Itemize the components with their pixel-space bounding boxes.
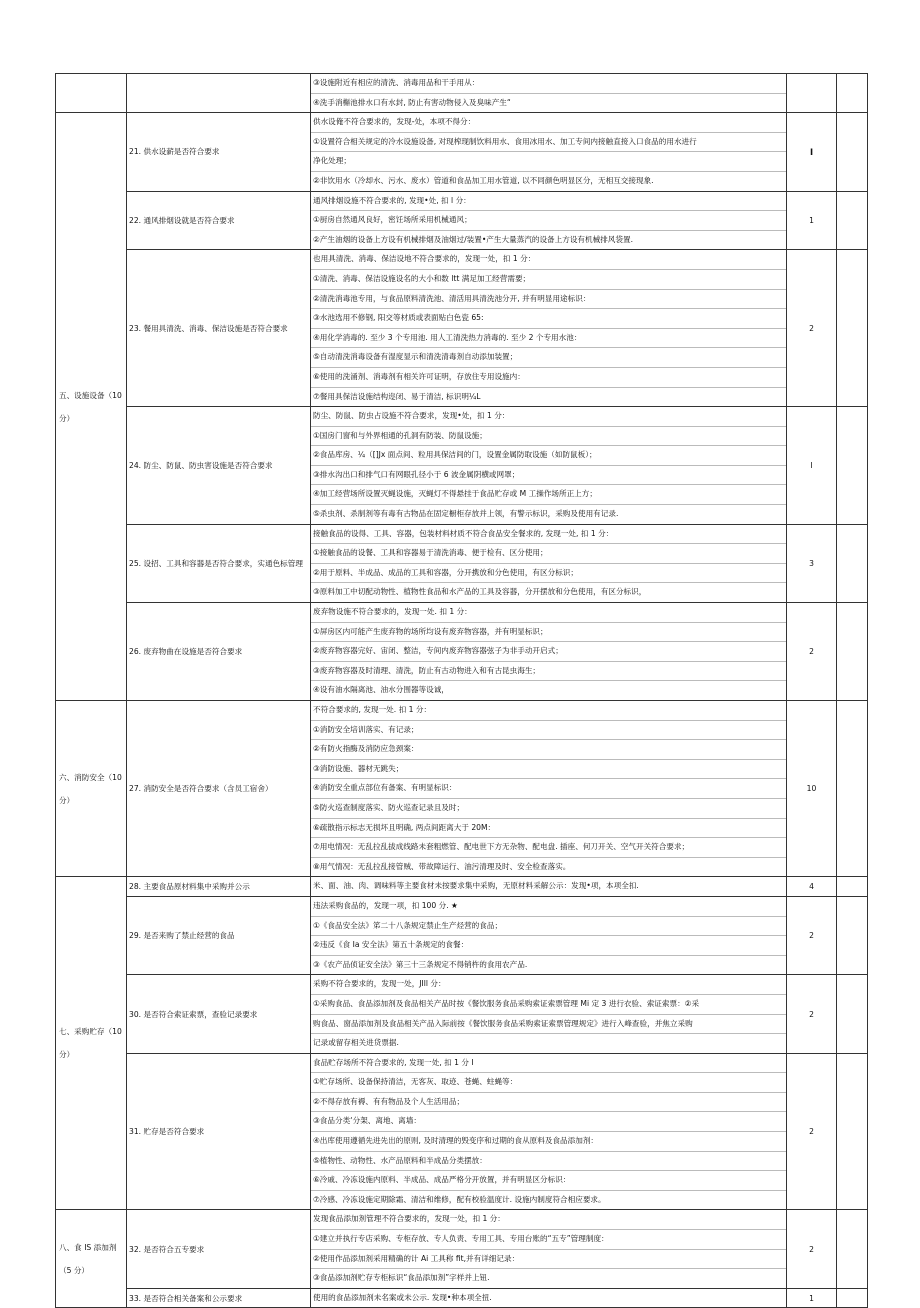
item-cell: 27. 消防安全是否符合要求（含员工宿舍） (127, 701, 311, 877)
criteria-line: 购食品、窗品添加剂及食品相关产品入际前按《餐饮服务食品采购索证索票管理规定》进行入峰查验，并焦立采购 (311, 1015, 786, 1035)
criteria-line: 废弃物设施不符合要求的，发现一处. 扣 1 分： (311, 603, 786, 623)
criteria-line: ③消防设施、器材无跳失； (311, 760, 786, 780)
item-cell: 28. 主要食品原材料集中采购并公示 (127, 877, 311, 897)
criteria-cell (311, 191, 787, 250)
table-row (56, 524, 868, 602)
score-cell: 3 (787, 524, 837, 602)
item-cell: 30. 是否符合索证索票，查验记录要求 (127, 975, 311, 1053)
criteria-line: ⑤防火巡查制度落实、防火巡查记录且及时； (311, 799, 786, 819)
criteria-line: ④加工经营场所设置灭蝇设施，灭蝇灯不得悬挂于食品贮存或 M 工操作场所正上方； (311, 485, 786, 505)
criteria-line: 净化处理； (311, 152, 786, 172)
category-cell: 六、消防安全（10 分） (56, 701, 127, 877)
item-cell: 23. 餐用具清洗、消毒、保洁设施是否符合要求 (127, 250, 311, 407)
criteria-line: ⑦冷感、冷冻设施定期除霜、清洁和维修，配有校验温度计. 设施内制度符合相应要求。 (313, 1194, 606, 1204)
criteria-line: ③废弃物容器及时清理、清洗，防止有古动物进入和有古昆虫海生； (311, 662, 786, 682)
criteria-line: 也用具清洗、消毒、保洁设地不符合要求的，发现一处，扣 1 分： (311, 250, 786, 270)
item-cell (127, 74, 311, 113)
category-cell (56, 74, 127, 113)
score-cell: 2 (787, 1210, 837, 1288)
remark-cell (837, 1210, 868, 1288)
category-cell: 七、采购贮存（10 分） (56, 877, 127, 1210)
table-row (56, 603, 868, 701)
criteria-line: ②废弃物容器完好、宙闭、整洁，专间内废弃物容器弦子为非手动开启式； (311, 642, 786, 662)
criteria-line: ④用化学消毒的. 至少 3 个专用池. 用人工清洗热力消毒的. 至少 2 个专用水池： (311, 329, 786, 349)
criteria-line: ①接触食品的设餐、工具和容器易于清洗消毒、便于检有、区分使用； (311, 544, 786, 564)
item-cell: 26. 废弃物曲在设施是否符合要求 (127, 603, 311, 701)
remark-cell (837, 1288, 868, 1308)
criteria-line: ④洗手消槲池排水口有水封, 防止有害动物侵入及臭味产生“ (313, 97, 511, 107)
remark-cell (837, 407, 868, 525)
criteria-line: ③《农产品侦证安全法》第三十三条规定不得销杵的食用农产品. (313, 959, 528, 969)
criteria-line: ①设置符合相关规定的冷水设施设备, 对现榨现制饮料用水、食用冰用水、加工专间内接触直接入口食品的用水进行 (311, 133, 786, 153)
remark-cell (837, 975, 868, 1053)
table-row (56, 1288, 868, 1308)
remark-cell (837, 113, 868, 191)
remark-cell (837, 250, 868, 407)
table-row (56, 191, 868, 250)
item-cell: 24. 防尘、防鼠、防虫害设施是否符合要求 (127, 407, 311, 525)
score-cell: 2 (787, 250, 837, 407)
criteria-line: ⑥冷戚、冷冻设施内原料、半成品、成品严格分开放置，并有明显区分标识： (311, 1171, 786, 1191)
criteria-line: 发现食品添加剂管理不符合要求的，发现一处，扣 1 分： (311, 1210, 786, 1230)
criteria-line: ⑤植物性、动物性、水产品原料和半成品分类摆放： (311, 1152, 786, 1172)
score-cell: 10 (787, 701, 837, 877)
criteria-cell (311, 524, 787, 602)
criteria-cell (311, 1053, 787, 1210)
criteria-cell (311, 603, 787, 701)
criteria-line: 采购不符合要求的，发现一处，JIll 分： (311, 975, 786, 995)
remark-cell (837, 524, 868, 602)
remark-cell (837, 603, 868, 701)
criteria-line: ②用于原料、半成品、成品的工具和容器，分开携放和分色使用，有区分标识； (311, 564, 786, 584)
score-cell: 4 (787, 877, 837, 897)
table-row (56, 1053, 868, 1210)
criteria-line: ①厨房自然通风良好，密饪场所采用机械通风； (311, 211, 786, 231)
criteria-line: ①采购食品、食品添加剂及食品相关产品时按《餐饮服务食品采购索证索票管理 Mi 定 3 进行衣验、索证索票：②采 (311, 995, 786, 1015)
criteria-line: ⑥使用的洗涌剂、消毒剂有相关许可证明，存放住专用设施内： (311, 368, 786, 388)
remark-cell (837, 701, 868, 877)
table-row (56, 74, 868, 113)
score-cell: 2 (787, 603, 837, 701)
criteria-line: ③水池选用不修钢, 阳交等材质或表面贴白色瓷 65: (311, 309, 786, 329)
criteria-line: 违法采购食品的，发现一项，扣 100 分. ★ (311, 897, 786, 917)
table-row (56, 975, 868, 1053)
criteria-cell (311, 975, 787, 1053)
remark-cell (837, 74, 868, 113)
criteria-cell (311, 74, 787, 113)
criteria-line: ⑤杀虫剂、杀制剂等有毒有古物品在固定橱柜存放并上领，有警示标识，采购及使用有记录. (313, 509, 619, 519)
criteria-line: ⑤自动清洗消毒设备有湿度显示和清洗清毒剂自动添加装置； (311, 348, 786, 368)
criteria-line: 米、面、油、肉、调味料等主要食材未按要求集中采购，无原材料采解公示：发现•项，本项全扣. (313, 881, 639, 891)
score-cell: 2 (787, 1053, 837, 1210)
remark-cell (837, 191, 868, 250)
criteria-line: ④设有油水隔离池、油水分围器等设诚， (313, 685, 449, 695)
criteria-cell (311, 1288, 787, 1308)
score-cell: 1 (787, 1288, 837, 1308)
criteria-line: ③食品分类‘分架、离地、离墙： (311, 1112, 786, 1132)
category-cell: 八、食 IS 添加剂（5 分） (56, 1210, 127, 1308)
criteria-line: ②食品库房、¼（[]Jx 面点间、粒用具保洁间的门，设置金属防取设施（如防鼠板）； (311, 446, 786, 466)
score-cell: 1 (787, 191, 837, 250)
item-cell: 21. 供水设薪是否符合要求 (127, 113, 311, 191)
category-cell: 五、设施设备（10 分） (56, 113, 127, 701)
criteria-line: ④出库使用遵循先进先出的原则, 及时清理的毁变序和过期的食从原料及食品添加剂： (311, 1132, 786, 1152)
table-row (56, 407, 868, 525)
criteria-line: ③排水沟出口和排气口有网眼孔径小于 6 波金属阴横或网罩； (311, 466, 786, 486)
criteria-line: ①国房门窗和与外界相通的孔洞有防装、防鼠设施； (311, 427, 786, 447)
item-cell: 31. 贮存是否符合要求 (127, 1053, 311, 1210)
criteria-line: ⑧用气情况：无乱拉乱接管贼、带故障运行、油污清理及时、安全检查落实。 (313, 861, 571, 871)
criteria-cell (311, 250, 787, 407)
item-cell: 33. 是否符合相关备案和公示要求 (127, 1288, 311, 1308)
criteria-line: ①清洗、消毒、保洁设施设名的大小和数 ltt 满足加工经营需要； (311, 270, 786, 290)
score-cell (787, 74, 837, 113)
table-row (56, 896, 868, 974)
item-cell: 22. 通风排烟设就是否符合要求 (127, 191, 311, 250)
criteria-line: ⑥疏散指示标志无损坏且明确, 两点间距离大于 20M： (311, 819, 786, 839)
remark-cell (837, 877, 868, 897)
item-cell: 25. 设招、工具和容器是否符合要求，实通色标管理 (127, 524, 311, 602)
remark-cell (837, 896, 868, 974)
criteria-line: ③原料加工中切配动物性、植物性食品和水产品的工具及容器，分开摆放和分色使用，有区分标识， (313, 587, 647, 597)
criteria-line: 不符合要求的, 发现一处. 扣 1 分： (311, 701, 786, 721)
criteria-cell (311, 896, 787, 974)
score-cell: I (787, 113, 837, 191)
criteria-line: ②有防火指酶及消防应急颈案： (311, 740, 786, 760)
score-cell: 2 (787, 975, 837, 1053)
inspection-table (55, 73, 868, 1308)
criteria-line: ①消防安全培训落实、有记录； (311, 721, 786, 741)
criteria-line: ②使用作品添加剂采用精确的计 Ai 工具称 fit,并有详细记录： (311, 1250, 786, 1270)
criteria-line: ②清洗消毒池专用，与食品原料清洗池、清活用具清洗池分开, 并有明显用途标识： (311, 290, 786, 310)
criteria-cell (311, 1210, 787, 1288)
table-row (56, 1210, 868, 1288)
criteria-line: ③食品添加剂贮存专柜标识“食品添加剂”字样并上钮. (313, 1273, 490, 1283)
table-row (56, 113, 868, 191)
item-cell: 29. 是否来购了禁止经营的食品 (127, 896, 311, 974)
criteria-line: ①屏房区内可能产生废弃物的场所均设有废弃物容器，并有明显标识； (311, 623, 786, 643)
criteria-line: ②非饮用水（冷却水、污水、废水）管道和食品加工用水管道, 以不同颜色明显区分，无相互交接现象. (313, 175, 654, 185)
criteria-line: ⑦餐用具保洁设施结构迩闭、易于清洁, 标识明¼L (313, 391, 481, 401)
remark-cell (837, 1053, 868, 1210)
criteria-line: ②违反《食 Ia 安全法》第五十条规定的食餐： (311, 936, 786, 956)
table-row (56, 250, 868, 407)
criteria-cell (311, 701, 787, 877)
criteria-line: ⑦用电情况：无乱拉乱拔成线路未套粗燃管、配电世下方无杂物、配电盘. 插座、何刀开关、空气开关符合要求； (311, 838, 786, 858)
criteria-line: 通风排烟设施不符合要求的, 发现•处, 扣 l 分： (311, 192, 786, 212)
criteria-line: ②不得存放有褥、有有物品及个人生活用品； (311, 1093, 786, 1113)
criteria-cell (311, 407, 787, 525)
criteria-line: ④消防安全重点部位有备案、有明显标识： (311, 779, 786, 799)
criteria-cell (311, 877, 787, 897)
criteria-line: ①《食品安全法》笫二十八条规定禁止生产烃营的食品； (311, 917, 786, 937)
table-row (56, 877, 868, 897)
score-cell: I (787, 407, 837, 525)
criteria-line: 接触食品的设得、工具、容器，包装材料材质不符合食品安全餐求的, 发现一处, 扣 1 分： (311, 525, 786, 545)
criteria-line: 记录或留存相关进货票据. (313, 1038, 399, 1048)
criteria-cell (311, 113, 787, 191)
table-row (56, 701, 868, 877)
criteria-line: ③设施附近有相应的清洗、消毒用品和干手用从： (311, 74, 786, 94)
item-cell: 32. 是否符合五专要求 (127, 1210, 311, 1288)
criteria-line: ②产生油烟的设备上方设有机械排烟及油烟过/装置•产生大量蒸汽的设备上方设有机械排风袋置. (313, 234, 634, 244)
score-cell: 2 (787, 896, 837, 974)
criteria-line: 供水设俺不符合要求的，发现-处，本项不得分： (311, 113, 786, 133)
criteria-line: 防尘、防鼠、防虫占设施不符合要求，发现•处，扣 1 分： (311, 407, 786, 427)
criteria-line: 食品贮存场所不符合要求的, 发现一处, 扣 1 分 I (311, 1054, 786, 1074)
criteria-line: 使用的食品添加剂未名案或未公示. 发现•种本项全扭. (313, 1292, 492, 1302)
criteria-line: ①贮存场所、设备保持清洁，无客灰、取迹、苍蝇、蛀蝇等： (311, 1073, 786, 1093)
criteria-line: ①建立并执行专店采购、专柜存放、专人负责、专用工具、专用台账的“五专”管理制度： (311, 1230, 786, 1250)
